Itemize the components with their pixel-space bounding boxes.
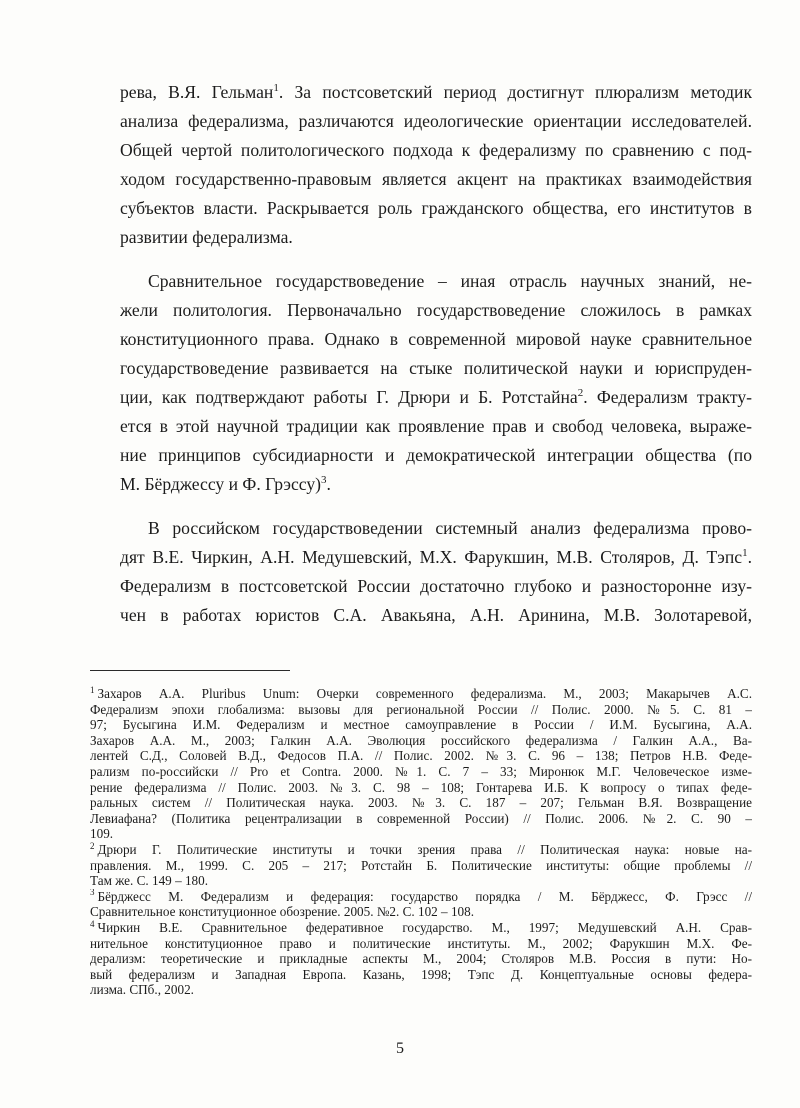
footnote-line: лентей С.Д., Соловей В.Д., Федосов П.А. // Полис. 2002. №3. С. 96 – 138; Петров Н.В. Феде- [90,748,752,764]
text-span: . За постсоветский период достигнут плюрализм методик [278,82,752,102]
text-span: рева, В.Я. Гельман [120,82,274,102]
footnote-line [90,686,752,702]
text-span: . [326,474,331,494]
text-span: . [747,547,752,567]
text-span: Захаров А.А. Pluribus Unum: Очерки современного федерализма. М., 2003; Макарычев А.С. [97,686,752,701]
footnote-line: рализм по-российски // Pro et Contra. 2000. №1. С. 7 – 33; Миронюк М.Г. Человеческое изме- [90,763,752,779]
footnote-number: 3 [90,888,95,898]
footnote-number: 2 [90,841,95,851]
text-line: Общей чертой политологического подхода к федерализму по сравнению с под- [120,140,752,160]
footnote-line: ральных систем // Политическая наука. 2003. №3. С. 187 – 207; Гельман В.Я. Возвращение [90,795,752,811]
footnote-ref[interactable]: 2 [577,387,584,400]
footnote-line: Захаров А.А. М., 2003; Галкин А.А. Эволюция российского федерализма / Галкин А.А., Ва- [90,732,752,748]
text-line: Федерализм в постсоветской России достаточно глубоко и разносторонне изу- [120,576,752,596]
footnote-line: 97; Бусыгина И.М. Федерализм и местное самоуправление в России / И.М. Бусыгина, А.А. [90,717,752,733]
text-line: В российском государствоведении системный анализ федерализма прово- [148,518,752,538]
text-line: ходом государственно-правовым является акцент на практиках взаимодействия [120,169,752,189]
paragraph-gap [120,252,752,267]
text-line: субъектов власти. Раскрывается роль гражданского общества, его институтов в [120,198,752,218]
page-number: 5 [396,1040,404,1057]
text-span: Дрюри Г. Политические институты и точки зрения права // Политическая наука: новые на- [97,841,752,857]
text-span: ции, как подтверждают работы Г. Дрюри и Б. Ротстайна [120,387,578,407]
main-text [120,78,752,630]
footnote-number: 1 [90,686,95,695]
text-line [120,78,752,107]
text-line [120,543,752,572]
footnote-line: Левиафана? (Политика рецентрализации в современной России) // Полис. 2006. №2. С. 90 – [90,810,752,826]
text-span: Бёрджесс М. Федерализм и федерация: государство порядка / М. Бёрджесс, Ф. Грэсс // [97,888,752,904]
footnote-line [90,842,752,858]
text-span: дят В.Е. Чиркин, А.Н. Медушевский, М.Х. Фарукшин, М.В. Столяров, Д. Тэпс [120,547,743,567]
text-line [120,383,752,412]
footnote-line: Там же. С. 149 – 180. [90,873,209,889]
footnote-line: вый федерализм и Западная Европа. Казань, 1998; Тэпс Д. Концептуальные основы федера- [90,966,752,982]
footnote-line [90,920,752,936]
footnote-line: 109. [90,826,114,842]
footnote-ref[interactable]: 1 [742,547,748,560]
footnote-separator [90,670,290,671]
text-line: жели политология. Первоначально государствоведение сложилось в рамках [120,300,752,320]
text-line: ется в этой научной традиции как проявление прав и свобод человека, выраже- [120,416,752,436]
text-line: чен в работах юристов С.А. Авакьяна, А.Н. Аринина, М.В. Золотаревой, [120,605,752,625]
footnote-ref[interactable]: 1 [273,82,279,95]
footnote-line: дерализм: теоретические и прикладные аспекты М., 2004; Столяров М.В. Россия в пути: Но- [90,951,752,967]
footnote-line: правления. М., 1999. С. 205 – 217; Ротстайн Б. Политические институты: общие проблемы // [90,857,752,873]
text-span: . Федерализм тракту- [583,387,752,407]
text-span: М. Бёрджессу и Ф. Грэссу) [120,474,322,494]
footnote-number: 4 [90,919,95,929]
text-line: Сравнительное государствоведение – иная отрасль научных знаний, не- [148,271,752,291]
footnote-line [90,889,752,905]
text-line: ние принципов субсидиарности и демократической интеграции общества (по [120,445,752,465]
text-line: развитии федерализма. [120,227,293,247]
paragraph-gap [120,499,752,514]
text-line: государствоведение развивается на стыке политической науки и юриспруден- [120,358,752,378]
text-span: Чиркин В.Е. Сравнительное федеративное государство. М., 1997; Медушевский А.Н. Срав- [97,919,752,935]
footnote-ref[interactable]: 3 [321,474,327,487]
text-line: конституционного права. Однако в современной мировой науке сравнительное [120,329,752,349]
footnote-line: Сравнительное конституционное обозрение. 2005. №2. С. 102 – 108. [90,904,475,920]
footnote-line: лизма. СПб., 2002. [90,982,194,998]
footnote-line: рение федерализма // Полис. 2003. №3. С. 98 – 108; Гонтарева И.Б. К вопросу о типах феде- [90,779,752,795]
footnotes [90,686,752,998]
footnote-line: нительное конституционное право и политические институты. М., 2002; Фарукшин М.Х. Фе- [90,935,752,951]
footnote-line: Федерализм эпохи глобализма: вызовы для региональной России // Полис. 2000. №5. С. 81 – [90,701,752,717]
text-line [120,470,752,499]
text-line: анализа федерализма, различаются идеологические ориентации исследователей. [120,111,752,131]
